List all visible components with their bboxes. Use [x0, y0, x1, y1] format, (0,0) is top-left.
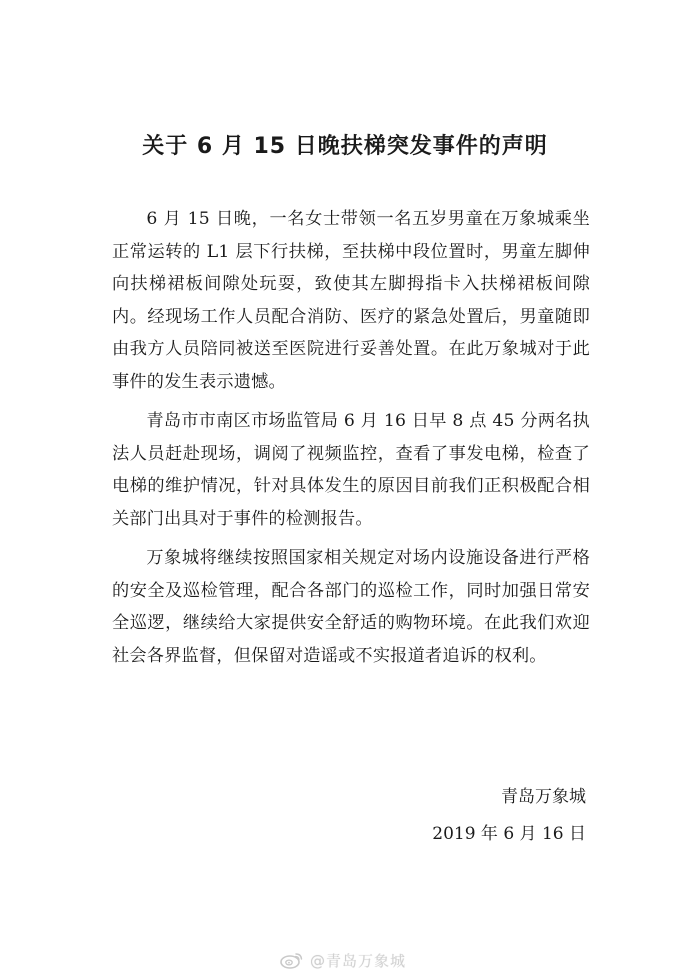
- weibo-icon: [280, 951, 304, 969]
- statement-body: [112, 203, 590, 679]
- signature-date: 2019 年 6 月 16 日: [432, 824, 586, 844]
- paragraph-commitment: 万象城将继续按照国家相关规定对场内设施设备进行严格的安全及巡检管理，配合各部门的巡检工作，同时加强日常安全巡逻，继续给大家提供安全舒适的购物环境。在此我们欢迎社会各界监督，但保留对造谣或不实报道者追诉的权利。: [112, 548, 590, 666]
- weibo-watermark: [280, 947, 406, 973]
- paragraph-inspection: 青岛市市南区市场监管局 6 月 16 日早 8 点 45 分两名执法人员赶赴现场，调阅了视频监控，查看了事发电梯，检查了电梯的维护情况，针对具体发生的原因目前我们正积极配合相关部门出具对于事件的检测报告。: [112, 411, 590, 529]
- signature-organization: 青岛万象城: [501, 787, 586, 807]
- watermark-account: @青岛万象城: [310, 951, 407, 970]
- paragraph-incident: 6 月 15 日晚，一名女士带领一名五岁男童在万象城乘坐正常运转的 L1 层下行扶梯，至扶梯中段位置时，男童左脚伸向扶梯裙板间隙处玩耍，致使其左脚拇指卡入扶梯裙板间隙内。经现场工作人员配合消防、医疗的紧急处置后，男童随即由我方人员陪同被送至医院进行妥善处置。在此万象城对于此事件的发生表示遗憾。: [112, 209, 590, 392]
- statement-title: 关于 6 月 15 日晚扶梯突发事件的声明: [142, 134, 548, 159]
